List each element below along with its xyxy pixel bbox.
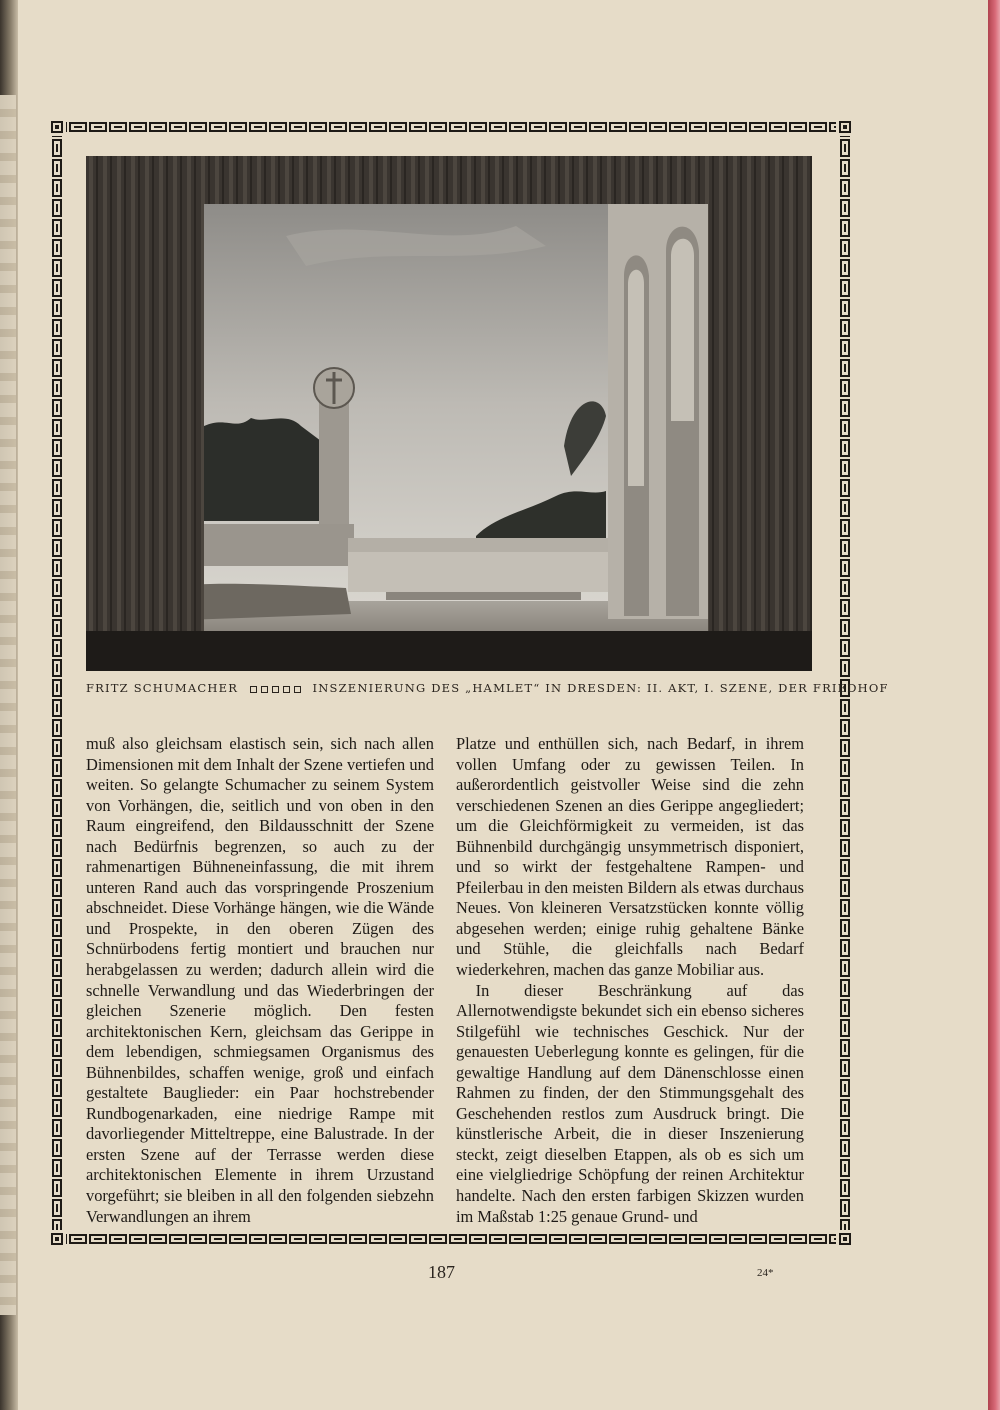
text-column-left bbox=[86, 734, 434, 1227]
caption-ornament-icon bbox=[283, 686, 290, 693]
frame-corner-icon bbox=[51, 121, 63, 133]
figure-caption bbox=[86, 681, 889, 695]
caption-ornament-icon bbox=[250, 686, 257, 693]
paragraph: muß also gleichsam elastisch sein, sich nach allen Dimensionen mit dem Inhalt der Szene vertiefen und weiten. So gelangte Schumacher zu seinem System von Vorhängen, die, seitlich und von oben in den Raum eingreifend, den Bildausschnitt der Szene nach Bedürfnis begrenzen, so auch zu der rahmenartigen Bühneneinfassung, die mit ihrem unteren Rand auch das vorspringende Proszenium abschneidet. Diese Vorhänge hängen, wie die Wände und Prospekte, in den oberen Zügen des Schnürbodens fertig montiert und brauchen nur herabgelassen zu werden; dadurch allein wird die schnelle Verwandlung und das Wiederbringen der gleichen Szenerie möglich. Den festen architektonischen Kern, gleichsam das Gerippe in dem lebendigen, schmiegsamen Organismus des Bühnenbildes, schaffen wenige, groß und einfach gestaltete Bauglieder: ein Paar hochstrebender Rundbogenarkaden, eine niedrige Rampe mit davorliegender Mitteltreppe, eine Balustrade. In der ersten Szene auf der Terrasse werden diese architektonischen Elemente in ihrem Urzustand vorgeführt; sie bleiben in all den folgenden siebzehn Verwandlungen an ihrem bbox=[86, 734, 434, 1226]
printer-signature: 24* bbox=[757, 1267, 774, 1279]
facing-page-edge bbox=[0, 95, 16, 1315]
paragraph: In dieser Beschränkung auf das Allernotwendigste bekundet sich ein ebenso sicheres Stilgefühl wie technisches Geschick. Nur der genauesten Ueberlegung konnte es gelingen, für die gewaltige Handlung auf dem Dänenschlosse einen Rahmen zu finden, der den Stimmungsgehalt des Geschehenden restlos zum Ausdruck bringt. Die künstlerische Arbeit, die in dieser Inszenierung steckt, zeigt dieselben Etappen, als ob es sich um eine vielgliedrige Schöpfung der reinen Architektur handelte. Nach den ersten farbigen Skizzen wurden im Maßstab 1:25 genaue Grund- und bbox=[456, 980, 804, 1226]
caption-ornament-icon bbox=[294, 686, 301, 693]
caption-title: INSZENIERUNG DES „HAMLET“ IN DRESDEN: II. AKT, I. SZENE, DER FRIEDHOF bbox=[312, 681, 889, 695]
frame-left-border bbox=[48, 118, 66, 1248]
frame-corner-icon bbox=[51, 1233, 63, 1245]
caption-ornament-icon bbox=[272, 686, 279, 693]
book-edge bbox=[988, 0, 1000, 1410]
frame-bottom-border bbox=[48, 1230, 854, 1248]
paragraph: Platze und enthüllen sich, nach Bedarf, in ihrem vollen Umfang oder zu gewissen Teilen. In außerordentlich geistvoller Weise sind die zehn verschiedenen Szenen an dies Gerippe angegliedert; um die Gleichförmigkeit zu vermeiden, ist das Bühnenbild durchgängig unsymmetrisch disponiert, und so wirkt der festgehaltene Rampen- und Pfeilerbau in den meisten Bildern als etwas durchaus Neues. Von kleineren Versatzstücken konnte völlig abgesehen werden; einige ruhig gehaltene Bänke und Stühle, die gleichfalls nach Bedarf wiederkehren, machen das ganze Mobiliar aus. bbox=[456, 734, 804, 980]
caption-ornament-icon bbox=[261, 686, 268, 693]
frame-corner-icon bbox=[839, 1233, 851, 1245]
stage-photograph bbox=[86, 156, 812, 671]
text-column-right bbox=[456, 734, 804, 1227]
stage-photograph-icon bbox=[86, 156, 812, 671]
frame-top-border bbox=[48, 118, 854, 136]
frame-corner-icon bbox=[839, 121, 851, 133]
page-number: 187 bbox=[428, 1262, 455, 1282]
caption-author: FRITZ SCHUMACHER bbox=[86, 681, 239, 695]
